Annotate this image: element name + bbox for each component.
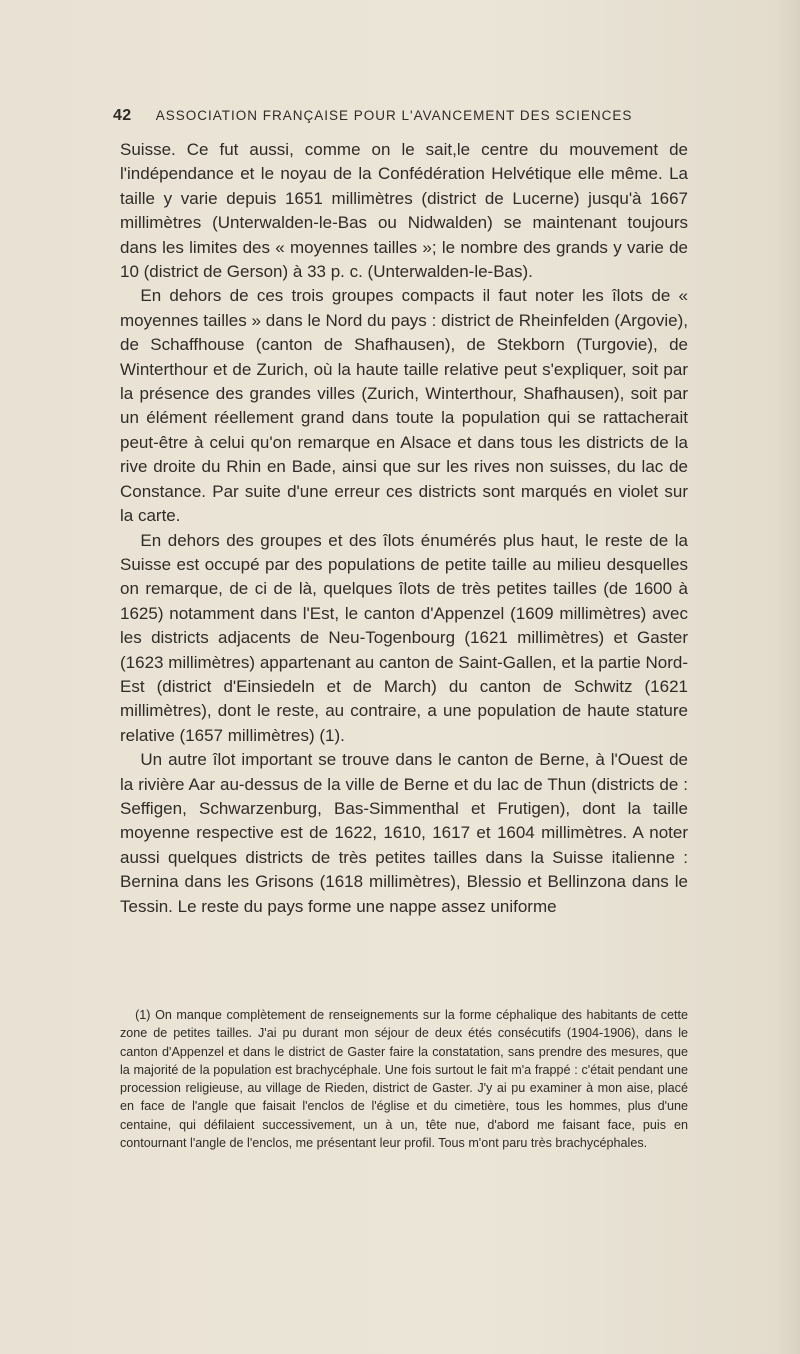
running-head: ASSOCIATION FRANÇAISE POUR L'AVANCEMENT DES SCIENCES [155,108,633,123]
body-text [120,138,688,919]
paragraph: Un autre îlot important se trouve dans le canton de Berne, à l'Ouest de la rivière Aar au-dessus de la ville de Berne et du lac de Thun (districts de : Seffigen, Schwarzenburg, Bas-Simmenthal et Frutigen), dont la taille moyenne respective est de 1622, 1610, 1617 et 1604 millimètres. A noter aussi quelques districts de très petites tailles dans la Suisse italienne : Bernina dans les Grisons (1618 millimètres), Blessio et Bellinzona dans le Tessin. Le reste du pays forme une nappe assez uniforme [120,750,688,916]
page-header [113,107,683,125]
page-number: 42 [113,107,132,124]
paragraph: Suisse. Ce fut aussi, comme on le sait,le centre du mouvement de l'indépendance et le noyau de la Confédération Helvétique elle même. La taille y varie depuis 1651 millimètres (district de Lucerne) jusqu'à 1667 millimètres (Unterwalden-le-Bas ou Nidwalden) se maintenant toujours dans les limites des « moyennes tailles »; le nombre des grands y varie de 10 (district de Gerson) à 33 p. c. (Unterwalden-le-Bas). [120,140,688,282]
footnote: (1) On manque complètement de renseignements sur la forme céphalique des habitants de cette zone de petites tailles. J'ai pu durant mon séjour de deux étés consécutifs (1904-1906), dans le canton d'Appenzel et dans le district de Gaster faire la constatation, sans prendre des mesures, que la majorité de la population est brachycéphale. Une fois surtout le fait m'a frappé : c'était pendant une procession religieuse, au village de Rieden, district de Gaster. J'y ai pu examiner à mon aise, placé en face de l'angle que faisait l'enclos de l'église et du cimetière, tous les hommes, plus d'une centaine, qui défilaient successivement, un à un, tête nue, d'abord me faisant face, puis en contournant l'angle de l'enclos, me présentant leur profil. Tous m'ont paru très brachycéphales. [120,1008,688,1151]
paragraph: En dehors des groupes et des îlots énumérés plus haut, le reste de la Suisse est occupé par des populations de petite taille au milieu desquelles on remarque, de ci de là, quelques îlots de très petites tailles (de 1600 à 1625) notamment dans l'Est, le canton d'Appenzel (1609 millimètres) avec les districts adjacents de Neu-Togenbourg (1621 millimètres) et Gaster (1623 millimètres) appartenant au canton de Saint-Gallen, et la partie Nord-Est (district d'Einsiedeln et de March) du canton de Schwitz (1621 millimètres), dont le reste, au contraire, a une population de haute stature relative (1657 millimètres) (1). [120,530,688,745]
footnotes [120,1006,688,1152]
paragraph: En dehors de ces trois groupes compacts il faut noter les îlots de « moyennes tailles » dans le Nord du pays : district de Rheinfelden (Argovie), de Schaffhouse (canton de Shafhausen), de Stekborn (Turgovie), de Winterthour et de Zurich, où la haute taille relative peut s'expliquer, soit par la présence des grandes villes (Zurich, Winterthour, Shafhausen), soit par un élément réellement grand dans toute la population qui se rattacherait peut-être à celui qu'on remarque en Alsace et dans tous les districts de la rive droite du Rhin en Bade, ainsi que sur les rives non suisses, du lac de Constance. Par suite d'une erreur ces districts sont marqués en violet sur la carte. [120,286,688,526]
